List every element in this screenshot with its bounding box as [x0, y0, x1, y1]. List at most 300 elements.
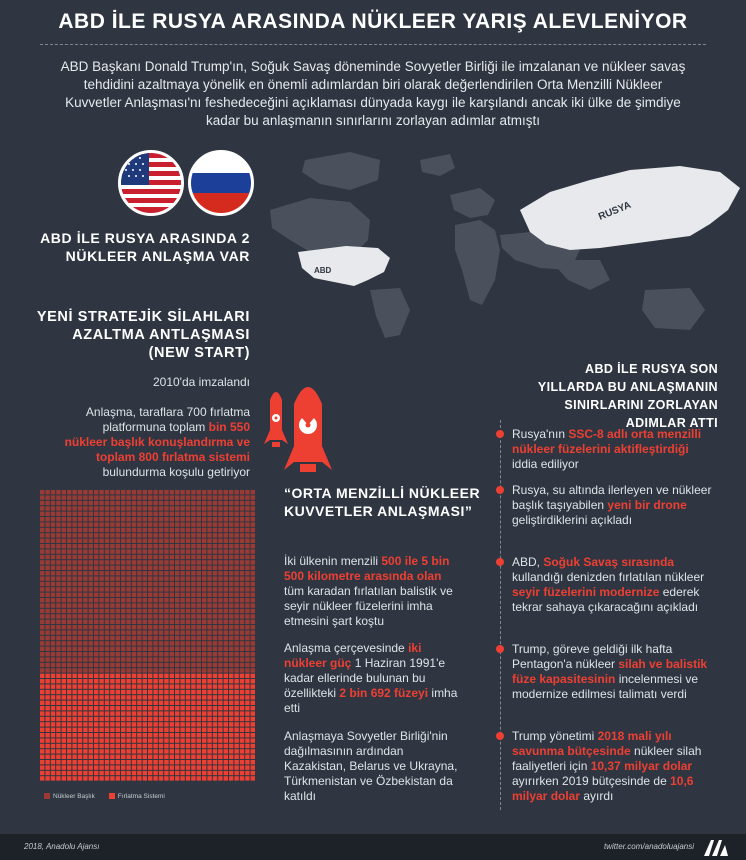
warhead-square: [72, 522, 76, 526]
warhead-square: [45, 539, 49, 543]
warhead-square: [126, 647, 130, 651]
warhead-square: [180, 593, 184, 597]
warhead-square: [170, 603, 174, 607]
warhead-square: [197, 522, 201, 526]
warhead-square: [224, 620, 228, 624]
warhead-square: [164, 566, 168, 570]
launcher-square: [132, 755, 136, 759]
warhead-square: [94, 495, 98, 499]
launcher-square: [218, 776, 222, 780]
warhead-square: [51, 630, 55, 634]
launcher-square: [89, 711, 93, 715]
launcher-square: [51, 749, 55, 753]
warhead-square: [202, 663, 206, 667]
warhead-square: [78, 566, 82, 570]
warhead-square: [110, 522, 114, 526]
launcher-square: [251, 674, 255, 678]
warhead-square: [94, 528, 98, 532]
warhead-square: [132, 512, 136, 516]
warhead-square: [207, 528, 211, 532]
warhead-square: [251, 501, 255, 505]
launcher-square: [110, 738, 114, 742]
launcher-square: [213, 711, 217, 715]
launcher-square: [245, 728, 249, 732]
warhead-square: [67, 501, 71, 505]
warhead-square: [116, 587, 120, 591]
warhead-square: [191, 560, 195, 564]
launcher-square: [72, 749, 76, 753]
launcher-square: [170, 690, 174, 694]
launcher-square: [191, 684, 195, 688]
warhead-square: [67, 663, 71, 667]
warhead-square: [94, 560, 98, 564]
launcher-square: [153, 711, 157, 715]
warhead-square: [121, 555, 125, 559]
warhead-square: [197, 587, 201, 591]
warhead-square: [83, 587, 87, 591]
launcher-square: [62, 776, 66, 780]
launcher-square: [40, 760, 44, 764]
launcher-square: [116, 733, 120, 737]
launcher-square: [143, 717, 147, 721]
launcher-square: [99, 776, 103, 780]
launcher-square: [245, 765, 249, 769]
launcher-square: [89, 771, 93, 775]
warhead-square: [191, 587, 195, 591]
warhead-square: [126, 652, 130, 656]
warhead-square: [143, 555, 147, 559]
warhead-square: [67, 593, 71, 597]
launcher-square: [45, 765, 49, 769]
warhead-square: [105, 593, 109, 597]
warhead-square: [148, 544, 152, 548]
launcher-square: [164, 711, 168, 715]
warhead-square: [229, 636, 233, 640]
warhead-square: [67, 603, 71, 607]
warhead-square: [229, 566, 233, 570]
warhead-square: [224, 522, 228, 526]
warhead-square: [137, 571, 141, 575]
launcher-square: [78, 744, 82, 748]
launcher-square: [89, 701, 93, 705]
warhead-square: [89, 630, 93, 634]
launcher-square: [224, 760, 228, 764]
launcher-square: [116, 701, 120, 705]
launcher-square: [213, 690, 217, 694]
launcher-square: [251, 776, 255, 780]
launcher-square: [110, 722, 114, 726]
warhead-square: [105, 630, 109, 634]
warhead-square: [40, 582, 44, 586]
missile-icons: [258, 370, 338, 480]
warhead-square: [207, 663, 211, 667]
warhead-square: [186, 657, 190, 661]
launcher-square: [110, 733, 114, 737]
warhead-square: [62, 501, 66, 505]
warhead-square: [132, 517, 136, 521]
warhead-square: [105, 571, 109, 575]
warhead-square: [234, 668, 238, 672]
launcher-square: [99, 701, 103, 705]
launcher-square: [202, 679, 206, 683]
launcher-square: [137, 765, 141, 769]
launcher-square: [180, 771, 184, 775]
warhead-square: [153, 539, 157, 543]
launcher-square: [105, 674, 109, 678]
warhead-square: [148, 533, 152, 537]
warhead-square: [251, 603, 255, 607]
launcher-square: [45, 701, 49, 705]
launcher-square: [89, 733, 93, 737]
launcher-square: [213, 722, 217, 726]
launcher-square: [132, 690, 136, 694]
warhead-square: [197, 625, 201, 629]
warhead-square: [45, 506, 49, 510]
warhead-square: [137, 539, 141, 543]
launcher-square: [234, 695, 238, 699]
warhead-square: [251, 587, 255, 591]
launcher-square: [202, 695, 206, 699]
launcher-square: [72, 690, 76, 694]
warhead-square: [121, 539, 125, 543]
warhead-square: [40, 560, 44, 564]
warhead-square: [110, 587, 114, 591]
warhead-square: [121, 560, 125, 564]
warhead-square: [40, 614, 44, 618]
launcher-square: [240, 717, 244, 721]
launcher-square: [78, 728, 82, 732]
launcher-square: [116, 706, 120, 710]
launcher-square: [213, 706, 217, 710]
launcher-square: [229, 706, 233, 710]
warhead-square: [164, 512, 168, 516]
warhead-square: [218, 668, 222, 672]
launcher-square: [94, 690, 98, 694]
launcher-square: [159, 771, 163, 775]
warhead-square: [180, 522, 184, 526]
warhead-square: [180, 555, 184, 559]
launcher-square: [240, 744, 244, 748]
warhead-square: [121, 490, 125, 494]
warhead-square: [116, 652, 120, 656]
launcher-square: [40, 733, 44, 737]
warhead-square: [170, 652, 174, 656]
warhead-square: [218, 663, 222, 667]
warhead-square: [218, 603, 222, 607]
launcher-square: [67, 701, 71, 705]
warhead-square: [143, 512, 147, 516]
launcher-square: [186, 749, 190, 753]
warhead-square: [40, 490, 44, 494]
launcher-square: [224, 695, 228, 699]
launcher-square: [164, 776, 168, 780]
warhead-square: [224, 544, 228, 548]
launcher-square: [126, 738, 130, 742]
launcher-square: [132, 765, 136, 769]
warhead-square: [229, 549, 233, 553]
warhead-square: [110, 506, 114, 510]
warhead-square: [62, 636, 66, 640]
warhead-square: [105, 587, 109, 591]
warhead-square: [153, 668, 157, 672]
warhead-square: [207, 652, 211, 656]
launcher-square: [40, 765, 44, 769]
launcher-square: [137, 701, 141, 705]
launcher-square: [40, 722, 44, 726]
launcher-square: [121, 765, 125, 769]
warhead-square: [180, 603, 184, 607]
warhead-square: [94, 501, 98, 505]
warhead-square: [207, 512, 211, 516]
warhead-square: [121, 620, 125, 624]
warhead-square: [132, 539, 136, 543]
warhead-square: [191, 501, 195, 505]
warhead-square: [105, 614, 109, 618]
warhead-square: [137, 657, 141, 661]
warhead-square: [175, 603, 179, 607]
launcher-square: [137, 695, 141, 699]
launcher-square: [186, 722, 190, 726]
launcher-square: [191, 755, 195, 759]
launcher-square: [137, 728, 141, 732]
launcher-square: [121, 679, 125, 683]
warhead-square: [89, 528, 93, 532]
warhead-square: [218, 517, 222, 521]
warhead-square: [56, 528, 60, 532]
warhead-square: [180, 512, 184, 516]
warhead-square: [67, 652, 71, 656]
launcher-square: [89, 728, 93, 732]
warhead-square: [153, 663, 157, 667]
warhead-square: [72, 560, 76, 564]
warhead-square: [126, 495, 130, 499]
warhead-square: [207, 647, 211, 651]
launcher-square: [153, 674, 157, 678]
warhead-square: [213, 539, 217, 543]
warhead-square: [202, 603, 206, 607]
warhead-square: [202, 609, 206, 613]
launcher-square: [121, 728, 125, 732]
launcher-square: [99, 690, 103, 694]
warhead-square: [110, 571, 114, 575]
launcher-square: [170, 684, 174, 688]
warhead-square: [83, 609, 87, 613]
warhead-square: [245, 539, 249, 543]
warhead-square: [175, 652, 179, 656]
warhead-square: [197, 636, 201, 640]
warhead-square: [99, 555, 103, 559]
warhead-square: [251, 533, 255, 537]
warhead-square: [83, 533, 87, 537]
warhead-square: [251, 517, 255, 521]
warhead-square: [72, 598, 76, 602]
warhead-square: [126, 636, 130, 640]
warhead-square: [56, 522, 60, 526]
launcher-square: [132, 722, 136, 726]
launcher-square: [116, 728, 120, 732]
launcher-square: [229, 701, 233, 705]
warhead-square: [218, 587, 222, 591]
warhead-square: [148, 657, 152, 661]
launcher-square: [213, 776, 217, 780]
warhead-square: [224, 517, 228, 521]
warhead-square: [234, 657, 238, 661]
warhead-square: [121, 544, 125, 548]
warhead-square: [180, 609, 184, 613]
warhead-square: [99, 620, 103, 624]
launcher-square: [105, 765, 109, 769]
warhead-square: [94, 603, 98, 607]
warhead-square: [229, 652, 233, 656]
warhead-square: [229, 663, 233, 667]
warhead-square: [99, 636, 103, 640]
launcher-square: [45, 690, 49, 694]
warhead-square: [56, 490, 60, 494]
warhead-square: [159, 571, 163, 575]
warhead-square: [229, 522, 233, 526]
warhead-square: [251, 593, 255, 597]
launcher-square: [132, 684, 136, 688]
launcher-square: [164, 749, 168, 753]
warhead-square: [245, 625, 249, 629]
warhead-square: [62, 657, 66, 661]
launcher-square: [170, 679, 174, 683]
launcher-square: [105, 744, 109, 748]
warhead-square: [224, 625, 228, 629]
launcher-square: [56, 711, 60, 715]
warhead-square: [251, 641, 255, 645]
warhead-square: [224, 506, 228, 510]
launcher-square: [218, 679, 222, 683]
warhead-square: [191, 609, 195, 613]
launcher-square: [94, 711, 98, 715]
warhead-square: [164, 657, 168, 661]
launcher-square: [51, 760, 55, 764]
warhead-square: [105, 528, 109, 532]
launcher-square: [143, 684, 147, 688]
launcher-square: [94, 765, 98, 769]
launcher-square: [67, 728, 71, 732]
warhead-square: [164, 517, 168, 521]
warhead-square: [83, 539, 87, 543]
warhead-square: [186, 582, 190, 586]
warhead-square: [110, 582, 114, 586]
warhead-square: [116, 490, 120, 494]
launcher-square: [126, 744, 130, 748]
warhead-square: [186, 544, 190, 548]
launcher-square: [137, 711, 141, 715]
launcher-square: [229, 695, 233, 699]
launcher-square: [234, 674, 238, 678]
warhead-square: [170, 587, 174, 591]
launcher-square: [137, 733, 141, 737]
launcher-square: [191, 760, 195, 764]
inf-paragraph-1: İki ülkenin menzili 500 ile 5 bin 500 kilometre arasında olan tüm karadan fırlatılan balistik ve seyir nükleer füzelerini imha etmesini şart koştu: [284, 554, 453, 628]
warhead-square: [218, 652, 222, 656]
warhead-square: [121, 549, 125, 553]
warhead-square: [72, 663, 76, 667]
warhead-square: [159, 587, 163, 591]
warhead-square: [40, 587, 44, 591]
warhead-square: [207, 539, 211, 543]
launcher-square: [67, 690, 71, 694]
warhead-square: [202, 555, 206, 559]
launcher-square: [126, 690, 130, 694]
launcher-square: [40, 679, 44, 683]
warhead-square: [126, 630, 130, 634]
launcher-square: [245, 706, 249, 710]
warhead-square: [143, 549, 147, 553]
page-title: ABD İLE RUSYA ARASINDA NÜKLEER YARIŞ ALEVLENİYOR: [58, 10, 688, 33]
launcher-square: [51, 733, 55, 737]
launcher-square: [62, 674, 66, 678]
warhead-square: [218, 576, 222, 580]
warhead-square: [143, 522, 147, 526]
launcher-square: [229, 674, 233, 678]
warhead-square: [159, 598, 163, 602]
launcher-square: [175, 722, 179, 726]
launcher-square: [191, 679, 195, 683]
warhead-square: [94, 609, 98, 613]
warhead-square: [234, 501, 238, 505]
launcher-square: [72, 679, 76, 683]
warhead-square: [121, 603, 125, 607]
warhead-square: [45, 636, 49, 640]
warhead-square: [67, 571, 71, 575]
warhead-square: [105, 517, 109, 521]
warhead-square: [72, 528, 76, 532]
launcher-square: [148, 760, 152, 764]
launcher-square: [121, 760, 125, 764]
launcher-square: [180, 690, 184, 694]
warhead-square: [78, 549, 82, 553]
launcher-square: [116, 776, 120, 780]
warhead-square: [51, 490, 55, 494]
launcher-square: [191, 717, 195, 721]
warhead-square: [99, 533, 103, 537]
launcher-square: [186, 765, 190, 769]
warhead-square: [159, 636, 163, 640]
warhead-square: [224, 560, 228, 564]
twitter-link[interactable]: twitter.com/anadoluajansi: [604, 842, 694, 851]
launcher-square: [207, 744, 211, 748]
warhead-square: [191, 641, 195, 645]
launcher-square: [164, 701, 168, 705]
warhead-square: [234, 528, 238, 532]
warhead-square: [245, 598, 249, 602]
warhead-square: [207, 582, 211, 586]
warhead-square: [110, 647, 114, 651]
warhead-square: [116, 609, 120, 613]
warhead-square: [234, 582, 238, 586]
warhead-square: [159, 657, 163, 661]
warhead-square: [143, 544, 147, 548]
warhead-square: [159, 539, 163, 543]
warhead-square: [143, 663, 147, 667]
launcher-square: [67, 776, 71, 780]
launcher-square: [121, 744, 125, 748]
launcher-square: [207, 760, 211, 764]
warhead-square: [137, 668, 141, 672]
warhead-square: [137, 647, 141, 651]
warhead-square: [51, 614, 55, 618]
warhead-square: [62, 517, 66, 521]
warhead-square: [170, 647, 174, 651]
launcher-square: [83, 717, 87, 721]
launcher-square: [110, 755, 114, 759]
launcher-square: [110, 674, 114, 678]
warhead-square: [213, 533, 217, 537]
